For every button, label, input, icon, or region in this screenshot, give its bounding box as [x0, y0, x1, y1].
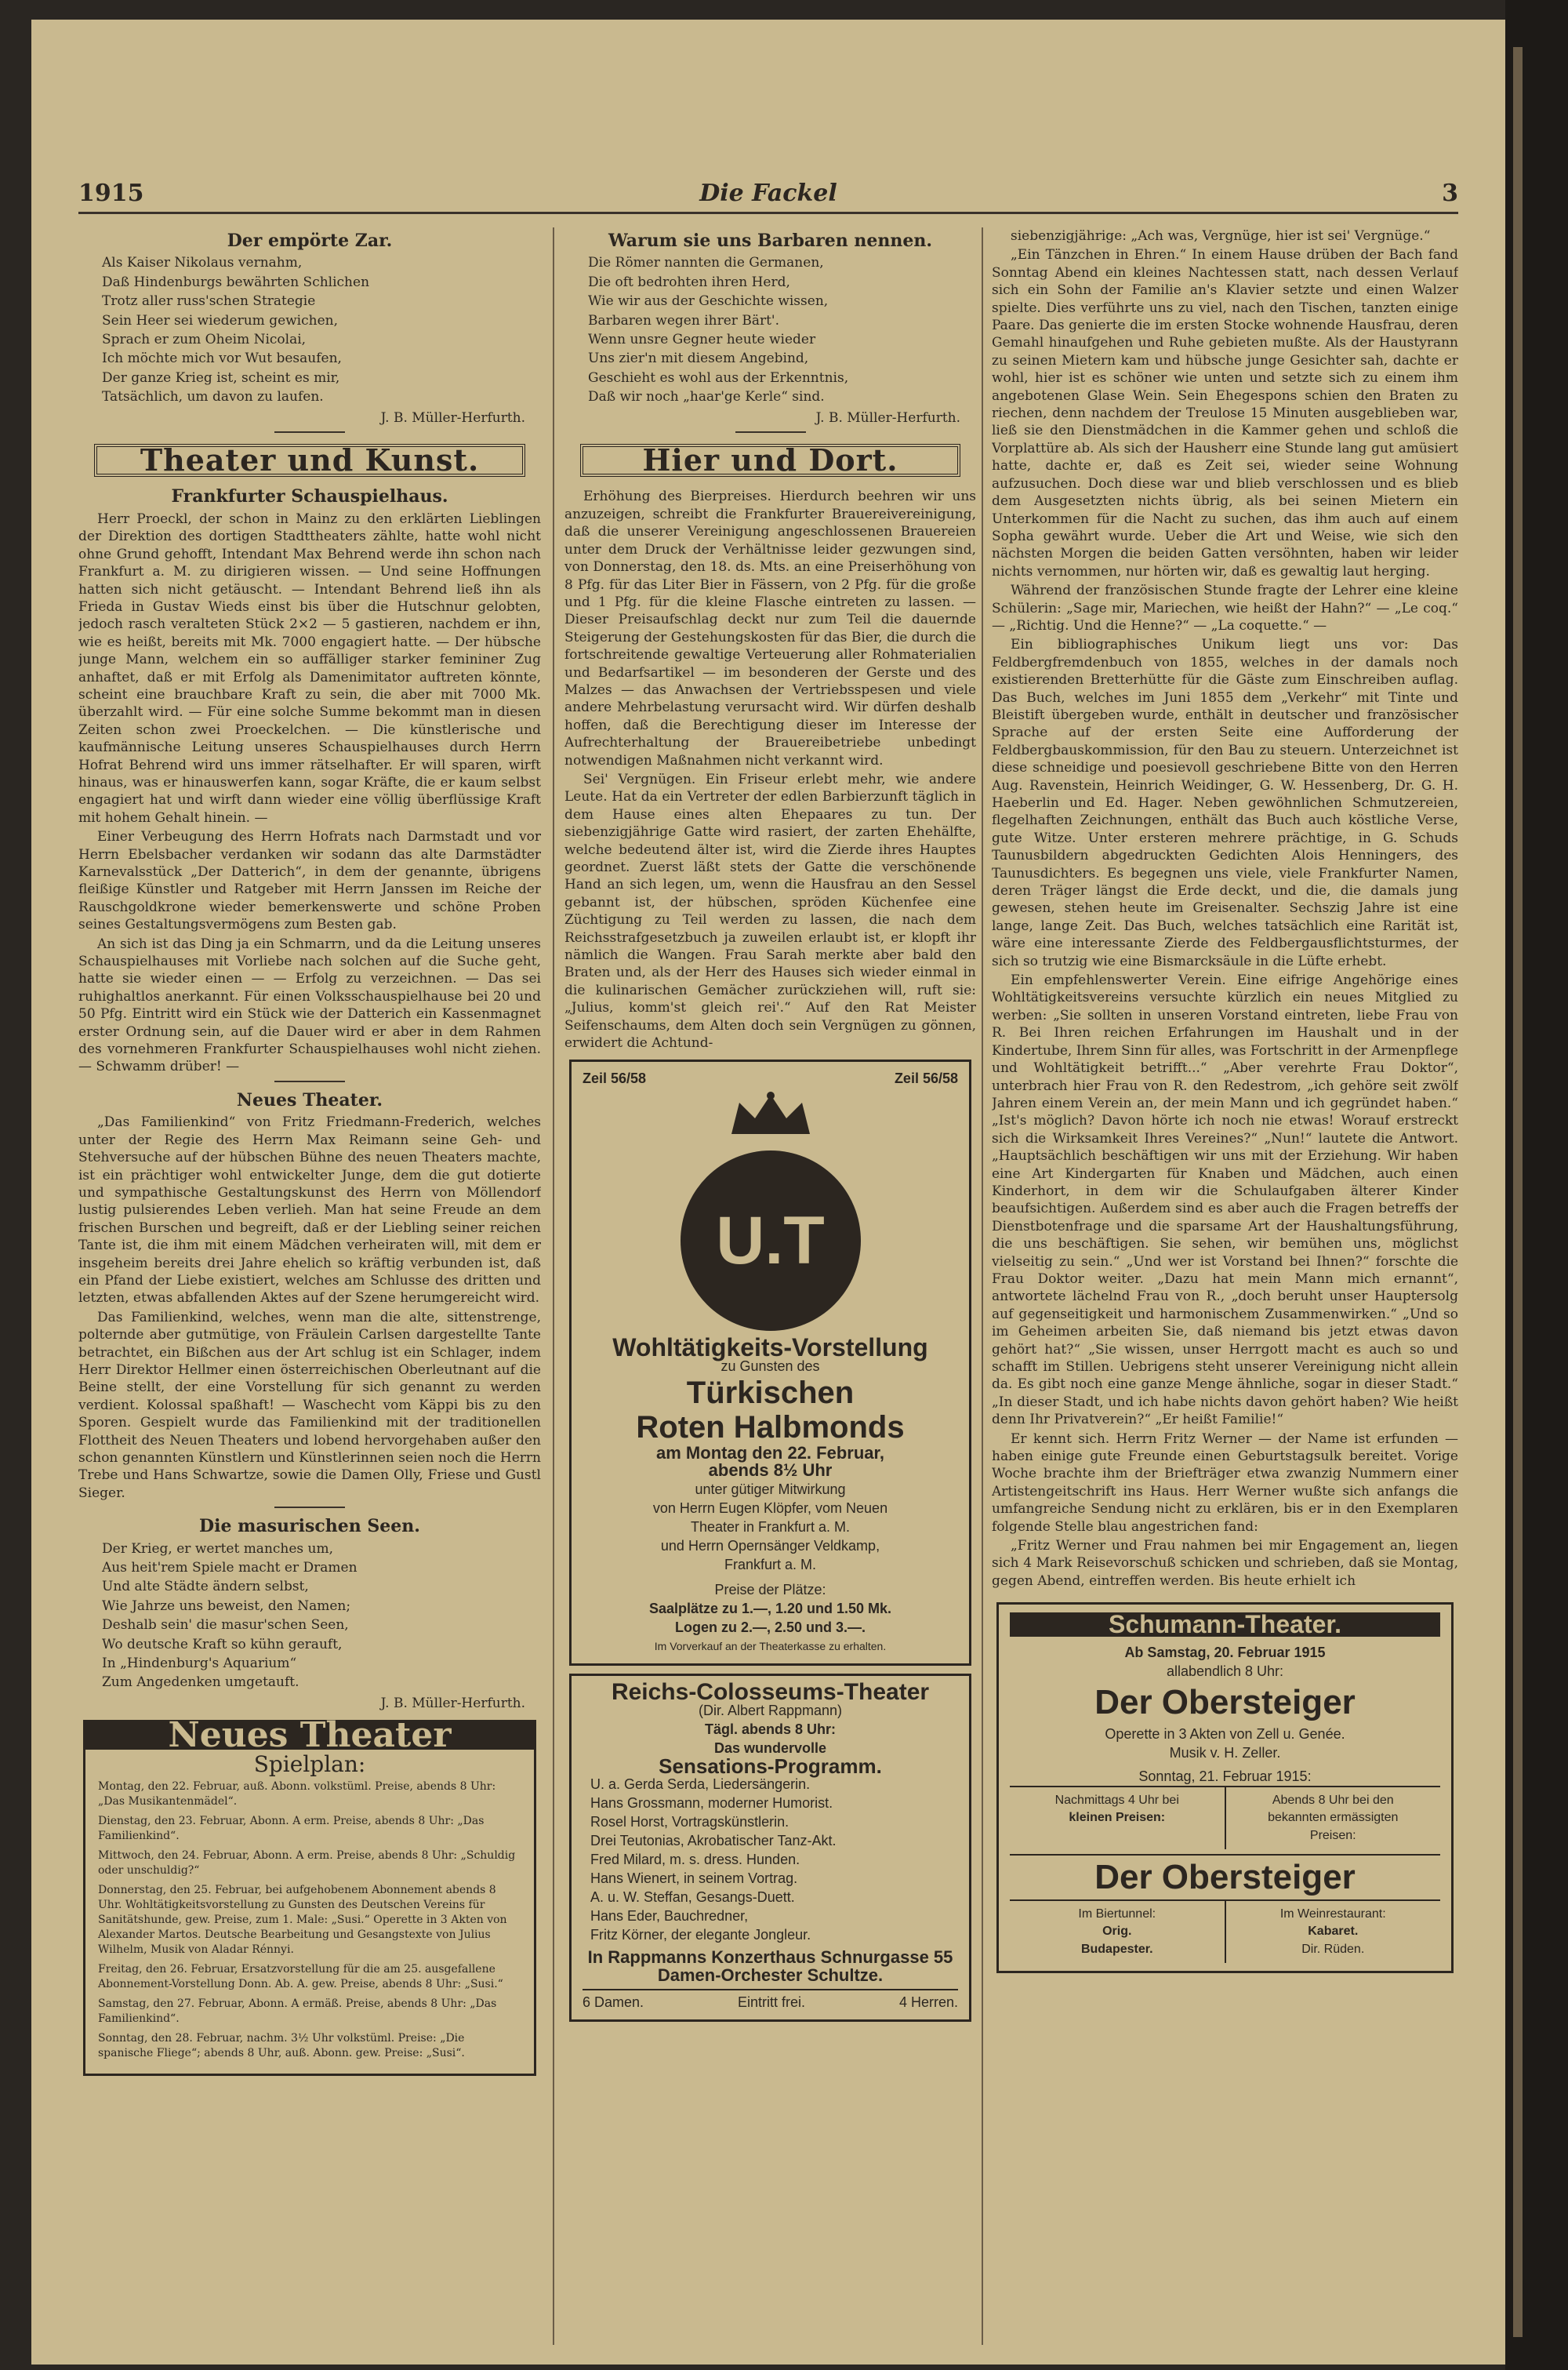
article-title: Neues Theater.	[236, 1089, 383, 1110]
poem-title: Die masurischen Seen.	[199, 1516, 420, 1537]
poem-body	[78, 254, 541, 405]
poem-line: Daß wir noch „haar'ge Kerle“ sind.	[588, 389, 825, 405]
address-row	[583, 1070, 958, 1087]
poem-title: Warum sie uns Barbaren nennen.	[608, 231, 932, 251]
ad-text: Das wundervolle	[713, 1739, 827, 1756]
program-entry: Dienstag, den 23. Februar, Abonn. A erm. Preise, abends 8 Uhr: „Das Familienkind“.	[98, 1815, 485, 1843]
poem-line: Und alte Städte ändern selbst,	[102, 1579, 309, 1595]
program-entry: Sonntag, den 28. Februar, nachm. 3½ Uhr volkstüml. Preise: „Die spanische Fliege“; abends 8 Uhr, auß. Abonn. gew. Preise: „Susi“.	[98, 2032, 465, 2060]
poem-line: Barbaren wegen ihrer Bärt'.	[588, 312, 779, 329]
poem-line: Der ganze Krieg ist, scheint es mir,	[102, 369, 340, 386]
ad-text: Musik v. H. Zeller.	[1169, 1744, 1281, 1761]
section-banner-theater: Theater und Kunst.	[94, 444, 525, 477]
ad-heading: Der Obersteiger	[1094, 1682, 1356, 1721]
poem-line: Ich möchte mich vor Wut besaufen,	[102, 351, 342, 367]
performance-table	[1010, 1786, 1440, 1849]
paragraph: „Ein Tänzchen in Ehren.“ In einem Hause drüben der Bach fand Sonntag Abend ein kleines Nachtessen statt, nach dessen Verlauf sich ein Sohn der Familie an's Klavier setzte und einen Walzer spielte. Dies verführte uns zu viel, nach den Tischen, tanzten einige Paare. Das genierte die im ersten Stocke wohnende Hausfrau, deren Gemahl hinaufgehen und Ruhe gebieten mußte. Als der Haustyrann zu seinen Mietern kam und hübsche junge Gesichter sah, dachte er wohl, hier ist es schöner wie unten und setzte sich zu einem ihm angebotenen Glase Wein. Sein Ehegespons schien den Braten zu riechen, denn nachdem der Treulose 15 Minuten ausgeblieben war, ließ sie den Dienstmädchen in die Kammer gehen und schloß die Vorplattüre ab. Als sich der Hausherr eine Stunde lang gut amüsiert hatte, dachte er, daß es Zeit sei, wieder seine Wohnung aufzusuchen. Doch diese war und blieb verschlossen und es blieb dem Ausgesetzten nichts übrig, als bei seinen Mietern ein Unterkommen für die Nacht zu suchen, das ihm auch auf einem Sopha gewährt wurde. Ueber die Art und Weise, wie sich den nächsten Morgen die beiden Gatten versöhnten, haben wir leider nichts vernommen, nur hörten wir, daß es gewaltig laut herging.	[992, 247, 1458, 580]
divider-rule	[274, 1081, 345, 1082]
poem-line: Daß Hindenburgs bewährten Schlichen	[102, 274, 370, 290]
book-binding	[1505, 0, 1568, 2370]
ad-footer	[583, 1989, 958, 2011]
cell-text: Orig.	[1102, 1925, 1132, 1939]
poem-line: Wie wir aus der Geschichte wissen,	[588, 293, 829, 310]
biertunnel-cell	[1010, 1901, 1225, 1963]
program-entry: Samstag, den 27. Februar, Abonn. A ermäß. Preise, abends 8 Uhr: „Das Familienkind“.	[98, 1997, 497, 2026]
cell-text: Budapester.	[1080, 1942, 1153, 1956]
divider-rule	[274, 431, 345, 433]
paragraph: Das Familienkind, welches, wenn man die alte, sittenstrenge, polternde aber gutmütige, von Fräulein Carlsen dargestellte Tante betrachtet, ein Bißchen aus der Art schlug ist ein Schlager, indem Herr Direktor Hellmer einen österreichischen Oberleutnant auf die Beine stellt, der eine Vorstellung für sich genannt zu werden verdient. Kolossal spaßhaft! — Waschecht vom Käppi bis zu den Sporen. Gespielt wurde das Familienkind mit der traditionellen Flottheit des Neuen Theaters und lobend hervorgehaben außer den schon genannten Künstlern und Künstlerinnen seien noch die Herrn Trebe und Hans Schwartze, sowie die Damen Olly, Friese und Gustl Sieger.	[78, 1309, 541, 1501]
act-item: Fred Milard, m. s. dress. Hunden.	[590, 1852, 800, 1868]
poem-line: Die oft bedrohten ihren Herd,	[588, 274, 790, 290]
program-entry: Montag, den 22. Februar, auß. Abonn. volkstüml. Preise, abends 8 Uhr: „Das Musikantenmädel“.	[98, 1780, 496, 1808]
poem-line: Sprach er zum Oheim Nicolai,	[102, 332, 307, 348]
column-3	[992, 227, 1458, 2345]
ad-text: und Herrn Opernsänger Veldkamp,	[660, 1537, 880, 1554]
act-item: Hans Eder, Bauchredner,	[590, 1908, 749, 1925]
ad-text: Damen-Orchester Schultze.	[657, 1965, 884, 1985]
column-2	[564, 227, 976, 2345]
article-body	[992, 227, 1458, 1590]
ut-charity-ad	[569, 1060, 971, 1665]
paragraph: Erhöhung des Bierpreises. Hierdurch beehren wir uns anzuzeigen, schreibt die Frankfurter Brauereivereinigung, daß die unserer Vereinigung angeschlossenen Brauereien unter dem Druck der Verhältnisse leider gezwungen sind, von Donnerstag, den 18. ds. Mts. an eine Preiserhöhung von 8 Pfg. für das Liter Bier in Fässern, von 2 Pfg. für die große und 1 Pfg. für die kleine Flasche eintreten zu lassen. — Dieser Preisaufschlag deckt nur zum Teil die dauernde Steigerung der Gestehungskosten für das Bier, die durch die fortschreitende gewaltige Verteuerung aller Rohmaterialien und Bedarfsartikel — im besonderen der Gerste und des Malzes — das Anwachsen der Vertriebsspesen und viele andere Mehrbelastung verursacht wird. Wir dürfen deshalb hoffen, daß die Berechtigung dieser im Interesse der Aufrechterhaltung der Brauereibetriebe unbedingt notwendigen Maßnahmen nicht verkannt wird.	[564, 489, 976, 769]
cell-text: Dir. Rüden.	[1301, 1942, 1365, 1956]
paragraph: „Das Familienkind“ von Fritz Friedmann-Frederich, welches unter der Regie des Herrn Max Reimann seine Geh- und Stehversuche auf der hübschen Bühne des neuen Theaters machte, ist ein prächtiger wohl entwickelter Junge, dem die gut dotierte und sympathische Gestaltungskunst des Herrn von Möllendorf lustig pulsierendes Leben verlieh. Man hat seine Freude an dem frischen Burschen und begreift, daß er der Liebling seiner reichen Tante ist, die ihm mit einem Mädchen verheiraten will, mit dem er insgeheim bereits drei Jahre ehelich so kräftig verbunden ist, daß ein Pfand der Liebe existiert, welches am Schlusse des dritten und letzten, etwas abfallenden Aktes auf der Szene herumgereicht wird.	[78, 1114, 541, 1307]
act-item: Fritz Körner, der elegante Jongleur.	[590, 1927, 811, 1943]
cell-text: Kabaret.	[1308, 1925, 1359, 1939]
page-header	[78, 173, 1458, 214]
paragraph: Herr Proeckl, der schon in Mainz zu den erklärten Lieblingen der Direktion des dortigen Stadttheaters zählte, hatte wohl nicht ohne Grund gehofft, Intendant Max Behrend werde ihn schon nach Frankfurt a. M. zu dirigieren wissen. — Und seine Hoffnungen hatten sich nicht getäuscht. — Intendant Behrend ließ ihn als Frieda in Gustav Wieds einst bis über die Hutschnur gelobten, jedoch rasch veralteten Stück 2×2 — 5 gastieren, nachdem er ihn, wie es heißt, bereits mit Mk. 7000 engagiert hatte. — Der hübsche junge Mann, welchem ein so auffälliger starker femininer Zug anhaftet, daß er mit Erfolg als Damenimitator auftreten könnte, scheint eine brauchbare Kraft zu sein, die aber mit 7000 Mk. überzahlt wird. — Für eine solche Summe bekommt man in diesen Zeiten schon zwei Proeckelchen. — Die künstlerische und kaufmännische Leitung unseres Schauspielhauses durch Herrn Hofrat Behrend wird uns immer rätselhafter. Er will sparen, wirft hinaus, was er hinauswerfen kann, sogar Kräfte, die er kaum selbst engagiert hat und wirft dann wieder eine völlig überflüssige Kraft mit hohem Gehalt hinein. —	[78, 511, 541, 826]
weinrestaurant-cell	[1225, 1901, 1441, 1963]
venue-table	[1010, 1899, 1440, 1963]
ad-date: am Montag den 22. Februar,	[656, 1442, 884, 1463]
poem-author: J. B. Müller-Herfurth.	[815, 409, 960, 426]
divider-rule	[735, 431, 806, 433]
ad-heading: Sensations-Programm.	[659, 1754, 882, 1778]
column-divider	[553, 227, 554, 2345]
article-body	[78, 511, 541, 1076]
poem-line: Wenn unsre Gegner heute wieder	[588, 332, 816, 348]
poem-author: J. B. Müller-Herfurth.	[380, 1695, 525, 1711]
cell-text: Preisen:	[1309, 1828, 1356, 1842]
ad-subtitle: Spielplan:	[253, 1750, 366, 1777]
poem-line: Der Krieg, er wertet manches um,	[102, 1540, 334, 1557]
act-item: Rosel Horst, Vortragskünstlerin.	[590, 1814, 789, 1830]
ad-note: Im Vorverkauf an der Theaterkasse zu erhalten.	[654, 1639, 887, 1652]
newspaper-page	[31, 20, 1505, 2365]
ad-text: zu Gunsten des	[720, 1358, 820, 1374]
reichs-colosseum-ad	[569, 1674, 971, 2022]
evening-cell	[1225, 1787, 1441, 1849]
poem-line: Zum Angedenken umgetauft.	[102, 1674, 299, 1691]
header-page-number: 3	[1442, 180, 1458, 207]
article-title: Frankfurter Schauspielhaus.	[171, 486, 448, 507]
acts-list	[583, 1775, 958, 1944]
poem-line: Geschieht es wohl aus der Erkenntnis,	[588, 369, 849, 386]
act-item: A. u. W. Steffan, Gesangs-Duett.	[590, 1889, 795, 1906]
ad-text: Theater in Frankfurt a. M.	[690, 1518, 851, 1535]
poem-line: Trotz aller russ'schen Strategie	[102, 293, 316, 310]
program-entry: Freitag, den 26. Februar, Ersatzvorstellung für die am 25. ausgefallene Abonnement-Vorstellung Donn. Ab. A. gew. Preise, abends 8 Uhr: „Susi.“	[98, 1963, 503, 1991]
ad-price: Saalplätze zu 1.—, 1.20 und 1.50 Mk.	[648, 1600, 892, 1616]
afternoon-cell	[1010, 1787, 1225, 1849]
ad-text: Sonntag, 21. Februar 1915:	[1138, 1768, 1312, 1784]
ad-text: Frankfurt a. M.	[724, 1556, 817, 1572]
ad-heading: Der Obersteiger	[1010, 1854, 1440, 1895]
cell-text: Im Biertunnel:	[1078, 1907, 1156, 1921]
poem-line: Aus heit'rem Spiele macht er Dramen	[102, 1560, 358, 1576]
poem-line: Die Römer nannten die Germanen,	[588, 255, 824, 271]
cell-text: Abends 8 Uhr bei den	[1272, 1793, 1394, 1807]
ad-text: In Rappmanns Konzerthaus Schnurgasse 55	[587, 1947, 953, 1968]
ad-text: unter gütiger Mitwirkung	[695, 1481, 846, 1497]
poem-line: Uns zier'n mit diesem Angebind,	[588, 351, 809, 367]
paragraph: Sei' Vergnügen. Ein Friseur erlebt mehr, wie andere Leute. Hat da ein Vertreter der edlen Barbierzunft täglich in dem Hause eines alten Ehepaares zu tun. Der siebenzigjährige Gatte wird rasiert, der zarten Ehehälfte, welche bedeutend älter ist, wird die Zierde ihres Hauptes geordnet. Zuerst läßt stets der Gatte die verschönende Hand an sich legen, um, wenn die Hausfrau an den Sessel gebannt ist, der hübschen, spröden Küchenfee eine Züchtigung zu Teil werden zu lassen, die nach dem Reichsstrafgesetzbuch ja zuweilen erlaubt ist, er klopft ihr nämlich die Wangen. Frau Sarah merkte aber bald den Braten und, als der Herr des Hauses sich wieder einmal in die kulinarischen Gemächer zurückziehen will, ruft sie: „Julius, komm'st gleich rei'.“ Auf den Rat Meister Seifenschaums, dem Alten doch sein Vergnügen zu gönnen, erwidert die Achtund-	[564, 771, 976, 1052]
header-year: 1915	[78, 180, 144, 207]
ad-title: Neues Theater	[85, 1722, 534, 1749]
ad-title: Reichs-Colosseums-Theater	[611, 1678, 930, 1705]
poem-line: Als Kaiser Nikolaus vernahm,	[102, 255, 303, 271]
cell-text: kleinen Preisen:	[1069, 1811, 1166, 1825]
ad-title: Schumann-Theater.	[1010, 1612, 1440, 1636]
address-left: Zeil 56/58	[583, 1070, 647, 1087]
act-item: Hans Wienert, in seinem Vortrag.	[590, 1870, 798, 1887]
ad-text: von Herrn Eugen Klöpfer, vom Neuen	[652, 1499, 888, 1516]
ad-text: Operette in 3 Akten von Zell u. Genée.	[1105, 1725, 1345, 1742]
paragraph: „Fritz Werner und Frau nahmen bei mir Engagement an, liegen sich 4 Mark Reisevorschuß schicken und schrieben, daß sie Montag, gegen Abend, eintreffen werden. Bis heute erhielt ich	[992, 1538, 1458, 1589]
program-entry: Donnerstag, den 25. Februar, bei aufgehobenem Abonnement abends 8 Uhr. Wohltätigkeitsvorstellung zu Gunsten des Deutschen Vereins für Sanitätshunde, gew. Preise, zum 1. Male: „Susi.“ Operette in 3 Akten von Alexander Martos. Deutsche Bearbeitung und Gesangstexte von Julius Wilhelm, Musik von Aladar Rénnyi.	[98, 1884, 507, 1957]
section-banner-hier-und-dort: Hier und Dort.	[580, 444, 960, 477]
cell-text: Nachmittags 4 Uhr bei	[1054, 1793, 1179, 1807]
column-divider	[982, 227, 983, 2345]
column-1	[78, 227, 541, 2345]
ad-text: Preise der Plätze:	[714, 1581, 826, 1598]
ad-heading: Roten Halbmonds	[636, 1409, 905, 1445]
article-body	[78, 1114, 541, 1502]
poem-line: Wie Jahrze uns beweist, den Namen;	[102, 1598, 351, 1614]
divider-rule	[274, 1507, 345, 1508]
footer-middle: Eintritt frei.	[737, 1994, 806, 2011]
paragraph: Einer Verbeugung des Herrn Hofrats nach Darmstadt und vor Herrn Ebelsbacher verdanken wir sodann das alte Darmstädter Karnevalsstück „Der Datterich“, in dem der genannte, übrigens fleißige Künstler und Ratgeber mit Herrn Janssen im Reiche der Rauschgoldkrone wieder bemerkenswerte und schöne Proben seines Gestaltungsvermögens zum Besten gab.	[78, 829, 541, 933]
article-body	[564, 488, 976, 1052]
program-entry: Mittwoch, den 24. Februar, Abonn. A erm. Preise, abends 8 Uhr: „Schuldig oder unschuldig?“	[98, 1849, 516, 1877]
poem-author: J. B. Müller-Herfurth.	[380, 409, 525, 426]
poem-line: Deshalb sein' die masur'schen Seen,	[102, 1617, 349, 1634]
ad-text: Ab Samstag, 20. Februar 1915	[1124, 1644, 1326, 1660]
poem-line: In „Hindenburg's Aquarium“	[102, 1656, 297, 1672]
ad-heading: Wohltätigkeits-Vorstellung	[612, 1333, 928, 1362]
act-item: Drei Teutonias, Akrobatischer Tanz-Akt.	[590, 1833, 837, 1849]
binding-edge	[1513, 47, 1523, 2337]
cell-text: Im Weinrestaurant:	[1279, 1907, 1386, 1921]
ad-text: (Dir. Albert Rappmann)	[698, 1702, 843, 1718]
paragraph: Während der französischen Stunde fragte der Lehrer eine kleine Schülerin: „Sage mir, Mariechen, wie heißt der Hahn?“ — „Le coq.“ — „Richtig. Und die Henne?“ — „La coquette.“ —	[992, 583, 1458, 634]
neues-theater-ad	[83, 1715, 536, 2076]
program-list	[85, 1779, 534, 2074]
poem-line: Wo deutsche Kraft so kühn gerauft,	[102, 1636, 343, 1652]
ut-logo: U.T	[681, 1150, 861, 1331]
crown-icon	[724, 1091, 818, 1138]
ad-price: Logen zu 2.—, 2.50 und 3.—.	[674, 1619, 866, 1635]
ad-text: allabendlich 8 Uhr:	[1166, 1663, 1284, 1679]
paragraph: Er kennt sich. Herrn Fritz Werner — der Name ist erfunden — haben einige gute Freunde einen Geburtstagsulk bereitet. Vorige Woche brachte ihm der Briefträger etwa zwanzig Nummern einer Artistengeitschrift ins Haus. Herr Werner wußte sich anfangs die umfangreiche Sendung nicht zu erklären, bis er in den Exemplaren folgende Stelle blau angestrichen fand:	[992, 1430, 1458, 1535]
ad-time: abends 8½ Uhr	[708, 1460, 833, 1481]
footer-left: 6 Damen.	[583, 1994, 644, 2011]
footer-right: 4 Herren.	[898, 1994, 958, 2011]
poem-line: Sein Heer sei wiederum gewichen,	[102, 312, 339, 329]
poem-body	[78, 1540, 541, 1692]
poem-line: Tatsächlich, um davon zu laufen.	[102, 389, 324, 405]
schumann-theater-ad	[996, 1602, 1454, 1973]
act-item: U. a. Gerda Serda, Liedersängerin.	[590, 1776, 811, 1793]
paragraph: Ein bibliographisches Unikum liegt uns vor: Das Feldbergfremdenbuch von 1855, welches in der damals noch existierenden Bretterhütte für die Gäste zum Einschreiben auflag. Das Buch, welches im Juni 1855 dem „Verkehr“ mit Tinte und Bleistift übergeben wurde, enthält in deutscher und französischer Sprache auf der ersten Seite eine Aufforderung der Feldbergbauskommission, für den Bau zu steuern. Unterzeichnet ist diese schneidige und poesievoll geschriebene Bitte von den Herren Aug. Ravenstein, Heinrich Weidinger, G. W. Hessenberg, Dr. G. H. Haeberlin und Ed. Hager. Neben gewöhnlichen Schmutzereien, flegelhaften Zeichnungen, enthält das Buch auch köstliche Verse, gute Witze. Unter ersteren mehrere prächtige, in G. Schuds Taunusbildern abgedruckten Gedichten Alois Henningers, des Taunusdichters. Es begegnen uns viele, viele Frankfurter Namen, deren Träger längst die Erde deckt, und die, die damals jung gewesen, stehen heute im Greisenalter. Sechszig Jahre ist eine lange, lange Zeit. Das Buch, welches tatsächlich eine Rarität ist, wäre eine interessante Zierde des Feldbergausflichtsturmes, der sich so trutzig wie eine Bismarcksäule in die Lüfte erhebt.	[992, 637, 1458, 969]
cell-text: bekannten ermässigten	[1268, 1811, 1399, 1825]
paragraph: siebenzigjährige: „Ach was, Vergnüge, hier ist sei' Vergnüge.“	[1011, 228, 1431, 244]
address-right: Zeil 56/58	[894, 1070, 958, 1087]
header-title: Die Fackel	[699, 180, 837, 207]
poem-body	[564, 254, 976, 405]
paragraph: An sich ist das Ding ja ein Schmarrn, und da die Leitung unseres Schauspielhauses mit Vorliebe nach solchen auf die Suche geht, hatte sie wieder einen — — Erfolg zu verzeichnen. — Das sei ruhighaltlos anerkannt. Für einen Volksschauspielhause bei 20 und 50 Pfg. Eintritt wird ein Stück wie der Datterich ein Kassenmagnet erster Ordnung sein, auf die Dauer wird er aber in dem Rahmen des vornehmeren Frankfurter Schauspielhauses wohl nicht ziehen. — Schwamm drüber! —	[78, 936, 541, 1075]
ad-text: Tägl. abends 8 Uhr:	[704, 1721, 837, 1737]
paragraph: Ein empfehlenswerter Verein. Eine eifrige Angehörige eines Wohltätigkeitsvereins versuchte kürzlich ein neues Mitglied zu werben: „Sie sollten in unseren Vorstand eintreten, liebe Frau von R. Bei Ihren reichen Erfahrungen im Haushalt und in der Kindertube, Ihrem Sinn für alles, was Fortschritt in der Armenpflege und Wohltätigkeit betrifft...“ „Aber verehrte Frau Doktor“, unterbrach hier Frau von R. den Redestrom, „ich gehöre seit zwölf Jahren einem Verein an, der mein Mann und ich gegründet haben.“ „Ist's möglich? Davon hörte ich noch nie etwas! Worauf erstreckt sich die Wirksamkeit Ihres Vereines?“ „Nun!“ lautete die Antwort. „Hauptsächlich beschäftigen wir uns mit der Erziehung. Wir haben eine Art Kindergarten für Knaben und Mädchen, auch einen Kinderhort, in dem wir die Schulaufgaben älterer Kinder beaufsichtigen. Außerdem sind es aber auch die Fragen betreffs der Dienstbotenfrage und die sparsame Art der Haushaltungsführung, die uns beschäftigen. Sie sehen, wir bemühen uns, möglichst vielseitig zu sein.“ „Und wer ist Vorstand bei Ihnen?“ forschte die Frau Doktor weiter. „Dazu hat mein Mann mich ernannt“, antwortete lächelnd Frau von R., „doch beruht unser Hauptersolg auf gegenseitigkeit und harmonischem Zusammenwirken.“ „Und so im Geheimen arbeiten Sie, daß niemand bis jetzt etwas davon gehört hat?“ „Sie wissen, unser Herrgott macht es auch so und schafft im Stillen. Uebrigens steht unserer Vereinigung nicht allein da. Es gibt noch eine ganze Menge ähnliche, sogar in dieser Stadt.“ „In dieser Stadt, und ich habe nichts davon gehört haben? Wie heißt denn Ihr Privatverein?“ „Er heißt Familie!“	[992, 972, 1458, 1428]
act-item: Hans Grossmann, moderner Humorist.	[590, 1795, 833, 1812]
poem-title: Der empörte Zar.	[227, 231, 393, 251]
ad-heading: Türkischen	[686, 1375, 855, 1410]
